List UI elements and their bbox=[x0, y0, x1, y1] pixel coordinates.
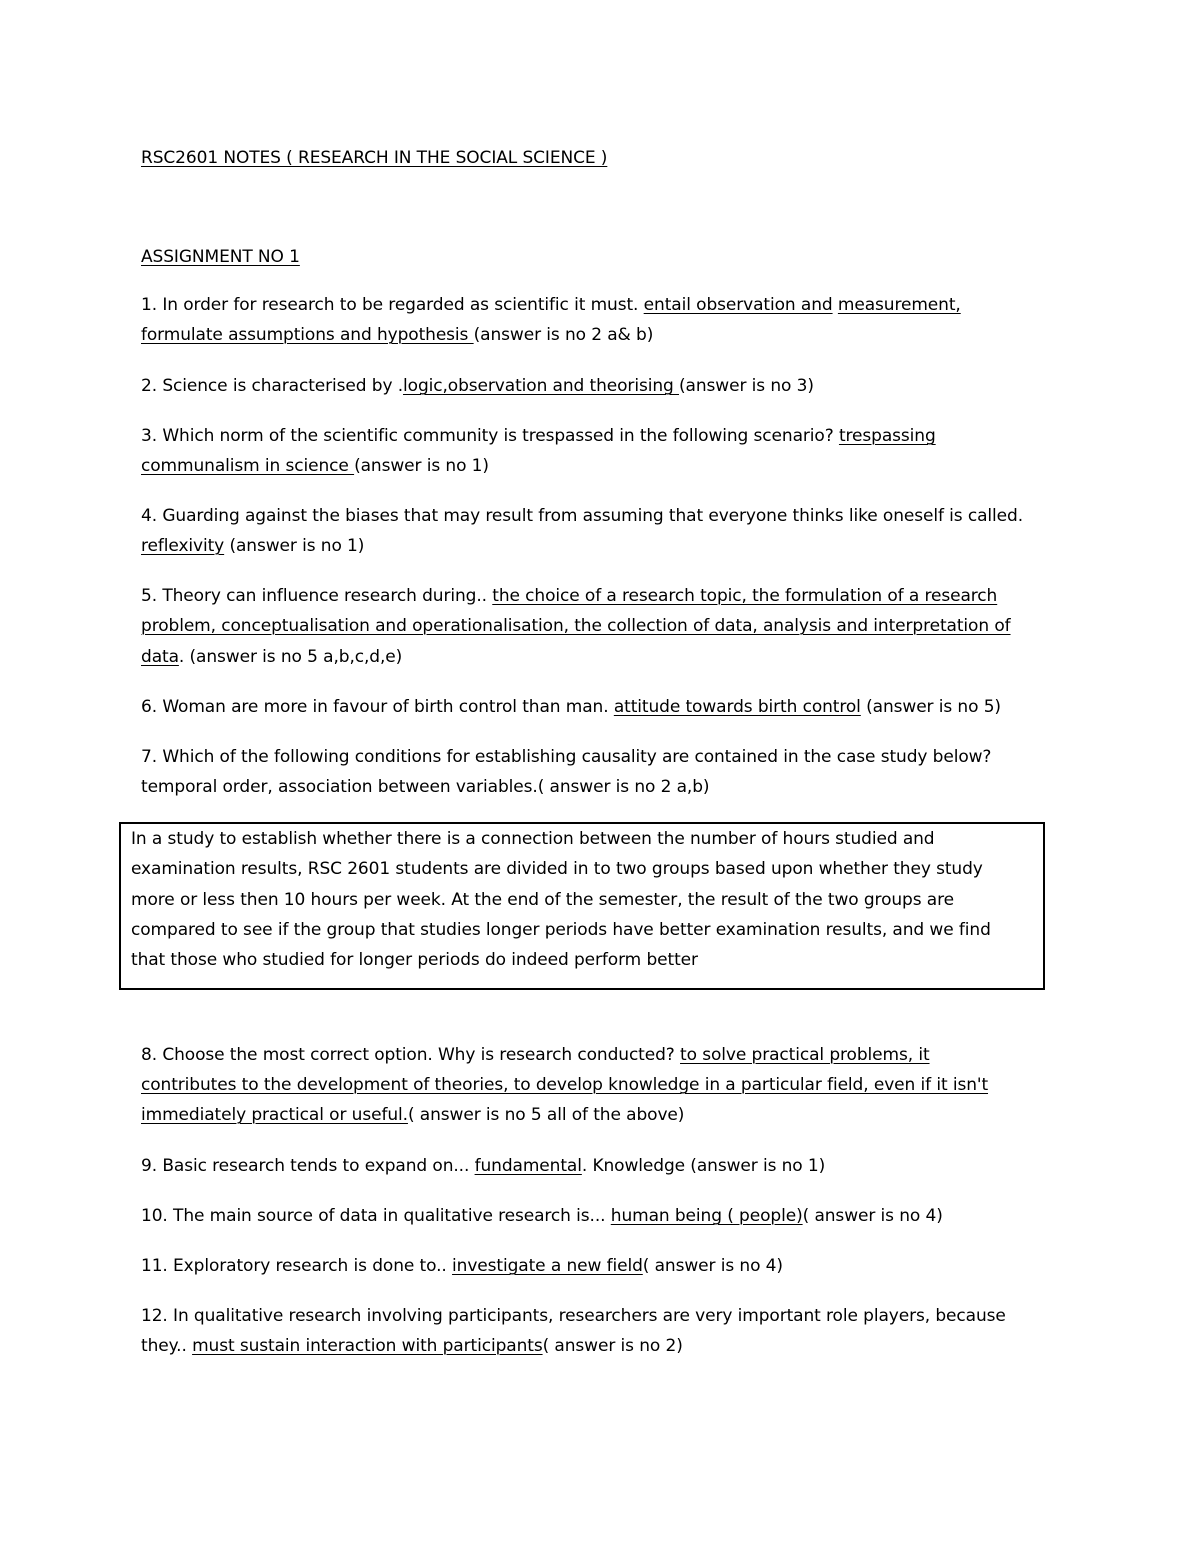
question-11-text: 11. Exploratory research is done to.. bbox=[141, 1256, 453, 1276]
question-3-note: (answer is no 1) bbox=[354, 456, 489, 476]
question-3-text: 3. Which norm of the scientific community is trespassed in the following scenario? bbox=[141, 426, 839, 446]
question-5-answer-part-1: the choice of a research topic, the formulation of a research bbox=[492, 586, 998, 606]
question-6-answer: attitude towards birth control bbox=[613, 697, 861, 717]
question-11 bbox=[141, 1256, 783, 1276]
question-1-note: (answer is no 2 a& b) bbox=[473, 325, 654, 345]
question-9-answer: fundamental bbox=[474, 1156, 582, 1176]
case-study-line-2: examination results, RSC 2601 students are divided in to two groups based upon whether they study bbox=[131, 859, 983, 879]
question-7-line-1 bbox=[141, 747, 991, 767]
case-study-line-3: more or less then 10 hours per week. At the end of the semester, the result of the two groups are bbox=[131, 890, 954, 910]
question-6-text: 6. Woman are more in favour of birth control than man. bbox=[141, 697, 614, 717]
case-study-line-1: In a study to establish whether there is a connection between the number of hours studied and bbox=[131, 829, 935, 849]
question-5-note: . (answer is no 5 a,b,c,d,e) bbox=[178, 647, 403, 667]
question-5-line-2 bbox=[141, 616, 1011, 636]
document-title-text: RSC2601 NOTES ( RESEARCH IN THE SOCIAL SCIENCE ) bbox=[141, 148, 608, 168]
question-10-text: 10. The main source of data in qualitative research is... bbox=[141, 1206, 611, 1226]
question-9-note: . Knowledge (answer is no 1) bbox=[581, 1156, 826, 1176]
question-8-line-3 bbox=[141, 1105, 684, 1125]
question-8-note: ( answer is no 5 all of the above) bbox=[407, 1105, 685, 1125]
question-8-answer-part-1: to solve practical problems, it bbox=[680, 1045, 930, 1065]
question-4-line-2 bbox=[141, 536, 364, 556]
question-5-answer-part-3: data bbox=[141, 647, 179, 667]
question-4-text: 4. Guarding against the biases that may result from assuming that everyone thinks like oneself is called. bbox=[141, 506, 1024, 526]
question-6 bbox=[141, 697, 1001, 717]
question-3-line-1 bbox=[141, 426, 936, 446]
case-study-line-4: compared to see if the group that studies longer periods have better examination results, and we find bbox=[131, 920, 991, 940]
question-1-text: 1. In order for research to be regarded as scientific it must. bbox=[141, 295, 644, 315]
question-5-line-3 bbox=[141, 647, 402, 667]
question-12-line-1 bbox=[141, 1306, 1006, 1326]
question-12-note: ( answer is no 2) bbox=[542, 1336, 683, 1356]
question-10 bbox=[141, 1206, 943, 1226]
question-2-answer: logic,observation and theorising bbox=[403, 376, 679, 396]
assignment-heading bbox=[141, 247, 300, 267]
document-title bbox=[141, 148, 607, 168]
question-1-answer-part-1: entail observation and bbox=[643, 295, 833, 315]
question-2 bbox=[141, 376, 814, 396]
question-5-text: 5. Theory can influence research during.. bbox=[141, 586, 493, 606]
question-9-text: 9. Basic research tends to expand on... bbox=[141, 1156, 475, 1176]
question-8-answer-part-2: contributes to the development of theories, to develop knowledge in a particular field, even if it isn't bbox=[141, 1075, 989, 1095]
question-12-text-2: they.. bbox=[141, 1336, 193, 1356]
question-10-note: ( answer is no 4) bbox=[802, 1206, 943, 1226]
question-2-note: (answer is no 3) bbox=[679, 376, 814, 396]
question-11-note: ( answer is no 4) bbox=[642, 1256, 783, 1276]
question-3-line-2 bbox=[141, 456, 489, 476]
question-3-answer-part-2: communalism in science bbox=[141, 456, 355, 476]
question-7-answer: temporal order, association between variables.( answer is no 2 a,b) bbox=[141, 777, 710, 797]
question-10-answer: human being ( people) bbox=[610, 1206, 803, 1226]
assignment-heading-text: ASSIGNMENT NO 1 bbox=[141, 247, 300, 267]
question-9 bbox=[141, 1156, 825, 1176]
question-12-line-2 bbox=[141, 1336, 683, 1356]
question-8-line-2 bbox=[141, 1075, 988, 1095]
question-12-answer: must sustain interaction with participants bbox=[192, 1336, 543, 1356]
question-4-line-1 bbox=[141, 506, 1023, 526]
question-11-answer: investigate a new field bbox=[452, 1256, 643, 1276]
question-5-line-1 bbox=[141, 586, 997, 606]
question-1-line-2 bbox=[141, 325, 653, 345]
question-7-text: 7. Which of the following conditions for establishing causality are contained in the case study below? bbox=[141, 747, 992, 767]
question-1-answer-part-2: measurement, bbox=[837, 295, 961, 315]
question-8-answer-part-3: immediately practical or useful. bbox=[141, 1105, 408, 1125]
question-3-answer-part-1: trespassing bbox=[838, 426, 936, 446]
question-4-answer: reflexivity bbox=[141, 536, 225, 556]
question-6-note: (answer is no 5) bbox=[860, 697, 1001, 717]
question-8-text: 8. Choose the most correct option. Why is research conducted? bbox=[141, 1045, 681, 1065]
question-1-line-1 bbox=[141, 295, 961, 315]
question-5-answer-part-2: problem, conceptualisation and operationalisation, the collection of data, analysis and interpretation of bbox=[141, 616, 1011, 636]
question-8-line-1 bbox=[141, 1045, 930, 1065]
question-4-note: (answer is no 1) bbox=[224, 536, 365, 556]
case-study-box bbox=[119, 822, 1045, 990]
question-2-text: 2. Science is characterised by . bbox=[141, 376, 404, 396]
question-1-answer-part-3: formulate assumptions and hypothesis bbox=[141, 325, 474, 345]
question-7-line-2 bbox=[141, 777, 709, 797]
case-study-line-5: that those who studied for longer periods do indeed perform better bbox=[131, 950, 698, 970]
question-12-text: 12. In qualitative research involving participants, researchers are very important role players, because bbox=[141, 1306, 1006, 1326]
